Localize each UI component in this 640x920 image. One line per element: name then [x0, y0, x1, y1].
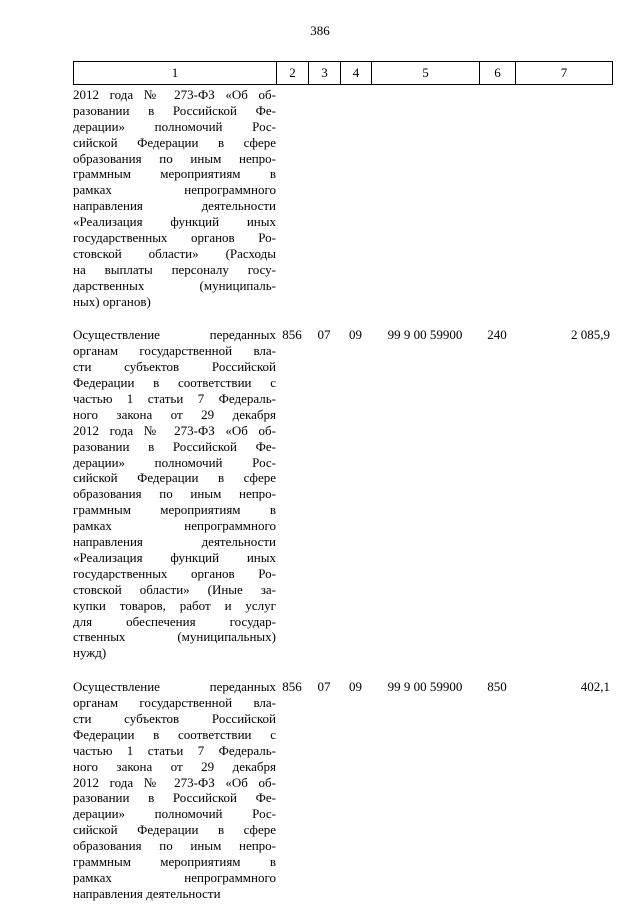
- description-line: частью 1 статьи 7 Федераль-: [73, 742, 276, 758]
- description-line: рамках непрограммного: [73, 182, 276, 198]
- description-line: органам государственной вла-: [73, 695, 276, 711]
- description-line: государственных органов Ро-: [73, 230, 276, 246]
- description-line: разовании в Российской Фе-: [73, 790, 276, 806]
- description-line: образования по иным непро-: [73, 150, 276, 166]
- column-header-2: 2: [277, 62, 309, 85]
- expense-type-cell: 850: [487, 679, 507, 695]
- amount-cell: 2 085,9: [571, 327, 610, 343]
- expense-type-cell: 240: [487, 327, 507, 343]
- column-header-row: [74, 62, 613, 85]
- description-line: Федерации в соответствии с: [73, 375, 276, 391]
- description-line: рамках непрограммного: [73, 518, 276, 534]
- description-line: органам государственной вла-: [73, 343, 276, 359]
- section-cell: 07: [317, 679, 331, 695]
- description-line: Осуществление переданных: [73, 679, 276, 695]
- table-row: [73, 327, 612, 661]
- table-body: [73, 87, 612, 920]
- description-line: направления деятельности: [73, 885, 221, 901]
- description-line: 2012 года № 273-ФЗ «Об об-: [73, 422, 276, 438]
- description-line: граммным мероприятиям в: [73, 166, 276, 182]
- table-row: [73, 87, 612, 309]
- target-article-cell: 99 9 00 59900: [387, 679, 463, 695]
- section-cell: 07: [317, 327, 331, 343]
- description-line: образования по иным непро-: [73, 486, 276, 502]
- description-line: разовании в Российской Фе-: [73, 102, 276, 118]
- column-header-1: 1: [74, 62, 277, 85]
- ministry-code-cell: 856: [282, 327, 302, 343]
- ministry-code-cell: 856: [282, 679, 302, 695]
- description-line: разовании в Российской Фе-: [73, 438, 276, 454]
- description-line: ного закона от 29 декабря: [73, 758, 276, 774]
- description-line: ных) органов): [73, 293, 151, 309]
- description-line: ственных (муниципальных): [73, 629, 276, 645]
- description-line: рамках непрограммного: [73, 869, 276, 885]
- description-line: сийской Федерации в сфере: [73, 822, 276, 838]
- description-line: дарственных (муниципаль-: [73, 277, 276, 293]
- column-header-6: 6: [480, 62, 516, 85]
- description-line: стовской области» (Иные за-: [73, 581, 276, 597]
- description-line: сийской Федерации в сфере: [73, 470, 276, 486]
- description-line: государственных органов Ро-: [73, 565, 276, 581]
- description-line: дерации» полномочий Рос-: [73, 806, 276, 822]
- description-line: граммным мероприятиям в: [73, 853, 276, 869]
- subsection-cell: 09: [349, 679, 362, 695]
- description-line: сийской Федерации в сфере: [73, 134, 276, 150]
- description-line: стовской области» (Расходы: [73, 245, 276, 261]
- description-line: Осуществление переданных: [73, 327, 276, 343]
- description-line: купки товаров, работ и услуг: [73, 597, 276, 613]
- description-line: образования по иным непро-: [73, 838, 276, 854]
- target-article-cell: 99 9 00 59900: [387, 327, 463, 343]
- row-description: [73, 679, 276, 901]
- description-line: направления деятельности: [73, 198, 276, 214]
- description-line: нужд): [73, 645, 107, 661]
- column-header-7: 7: [516, 62, 613, 85]
- subsection-cell: 09: [349, 327, 362, 343]
- description-line: сти субъектов Российской: [73, 710, 276, 726]
- column-header-5: 5: [372, 62, 480, 85]
- description-line: дерации» полномочий Рос-: [73, 454, 276, 470]
- description-line: для обеспечения государ-: [73, 613, 276, 629]
- description-line: «Реализация функций иных: [73, 549, 276, 565]
- table-row: [73, 679, 612, 901]
- description-line: 2012 года № 273-ФЗ «Об об-: [73, 774, 276, 790]
- description-line: Федерации в соответствии с: [73, 726, 276, 742]
- description-line: сти субъектов Российской: [73, 359, 276, 375]
- description-line: граммным мероприятиям в: [73, 502, 276, 518]
- row-description: [73, 87, 276, 309]
- description-line: 2012 года № 273-ФЗ «Об об-: [73, 87, 276, 102]
- column-header-table: [73, 61, 613, 85]
- amount-cell: 402,1: [580, 679, 610, 695]
- description-line: на выплаты персоналу госу-: [73, 261, 276, 277]
- description-line: дерации» полномочий Рос-: [73, 118, 276, 134]
- column-header-4: 4: [341, 62, 372, 85]
- column-header-3: 3: [309, 62, 341, 85]
- description-line: «Реализация функций иных: [73, 214, 276, 230]
- row-description: [73, 327, 276, 661]
- description-line: ного закона от 29 декабря: [73, 406, 276, 422]
- description-line: частью 1 статьи 7 Федераль-: [73, 391, 276, 407]
- description-line: направления деятельности: [73, 534, 276, 550]
- page-number: 386: [310, 23, 330, 38]
